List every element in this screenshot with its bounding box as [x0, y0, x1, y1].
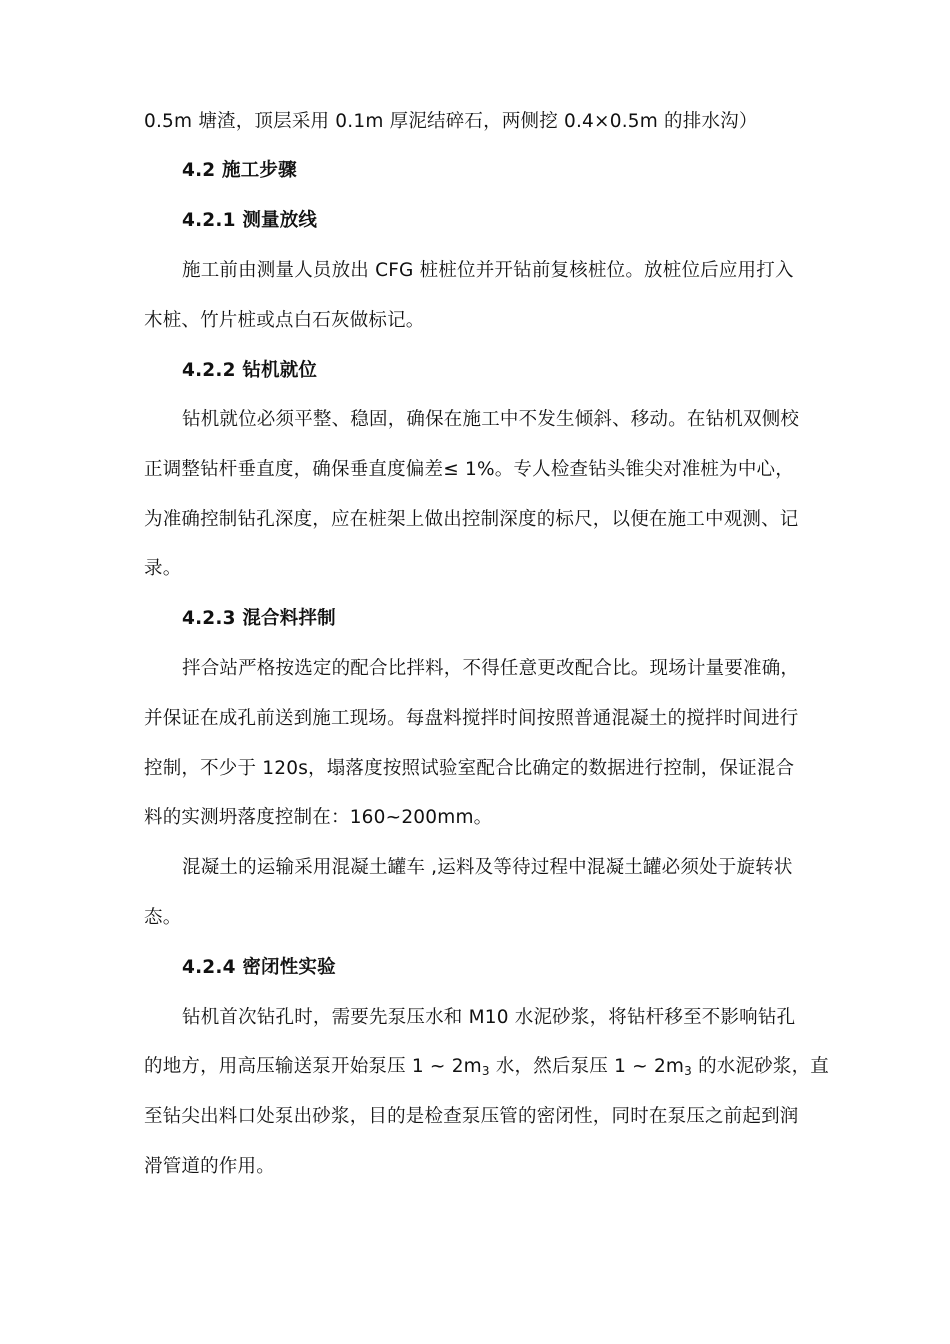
paragraph-line: 态。	[144, 907, 182, 928]
paragraph-line: 木桩、竹片桩或点白石灰做标记。	[144, 310, 425, 331]
subscript: 3	[684, 1064, 692, 1078]
paragraph-line: 控制，不少于 120s，塌落度按照试验室配合比确定的数据进行控制，保证混合	[144, 758, 795, 779]
paragraph-line: 为准确控制钻孔深度，应在桩架上做出控制深度的标尺，以便在施工中观测、记	[144, 509, 799, 530]
paragraph-line: 录。	[144, 558, 182, 579]
text-run: 的水泥砂浆，直	[691, 1056, 829, 1077]
paragraph-line: 钻机就位必须平整、稳固，确保在施工中不发生倾斜、移动。在钻机双侧校	[182, 409, 800, 430]
paragraph-line: 料的实测坍落度控制在：160~200mm。	[144, 807, 493, 828]
paragraph-line: 拌合站严格按选定的配合比拌料，不得任意更改配合比。现场计量要准确，	[182, 658, 800, 679]
paragraph-line: 混凝土的运输采用混凝土罐车 ,运料及等待过程中混凝土罐必须处于旋转状	[182, 857, 793, 878]
paragraph-line: 0.5m 塘渣，顶层采用 0.1m 厚泥结碎石，两侧挖 0.4×0.5m 的排水沟）	[144, 111, 758, 132]
text-run: 水，然后泵压 1 ~ 2m	[489, 1056, 685, 1077]
paragraph-line: 至钻尖出料口处泵出砂浆，目的是检查泵压管的密闭性，同时在泵压之前起到润	[144, 1106, 799, 1127]
paragraph-line: 钻机首次钻孔时，需要先泵压水和 M10 水泥砂浆，将钻杆移至不影响钻孔	[182, 1007, 796, 1028]
paragraph-line: 并保证在成孔前送到施工现场。每盘料搅拌时间按照普通混凝土的搅拌时间进行	[144, 708, 799, 729]
subsection-heading: 4.2.4 密闭性实验	[182, 957, 336, 978]
subsection-heading: 4.2.1 测量放线	[182, 210, 318, 231]
subsection-heading: 4.2.2 钻机就位	[182, 360, 318, 381]
subsection-heading: 4.2.3 混合料拌制	[182, 608, 336, 629]
text-run: 的地方，用高压输送泵开始泵压 1 ~ 2m	[144, 1056, 482, 1077]
paragraph-line	[144, 1053, 829, 1085]
paragraph-line: 施工前由测量人员放出 CFG 桩桩位并开钻前复核桩位。放桩位后应用打入	[182, 260, 794, 281]
paragraph-line: 滑管道的作用。	[144, 1156, 275, 1177]
subscript: 3	[481, 1064, 490, 1078]
section-heading: 4.2 施工步骤	[182, 160, 297, 181]
paragraph-line: 正调整钻杆垂直度，确保垂直度偏差≤ 1%。专人检查钻头锥尖对准桩为中心，	[144, 459, 794, 480]
